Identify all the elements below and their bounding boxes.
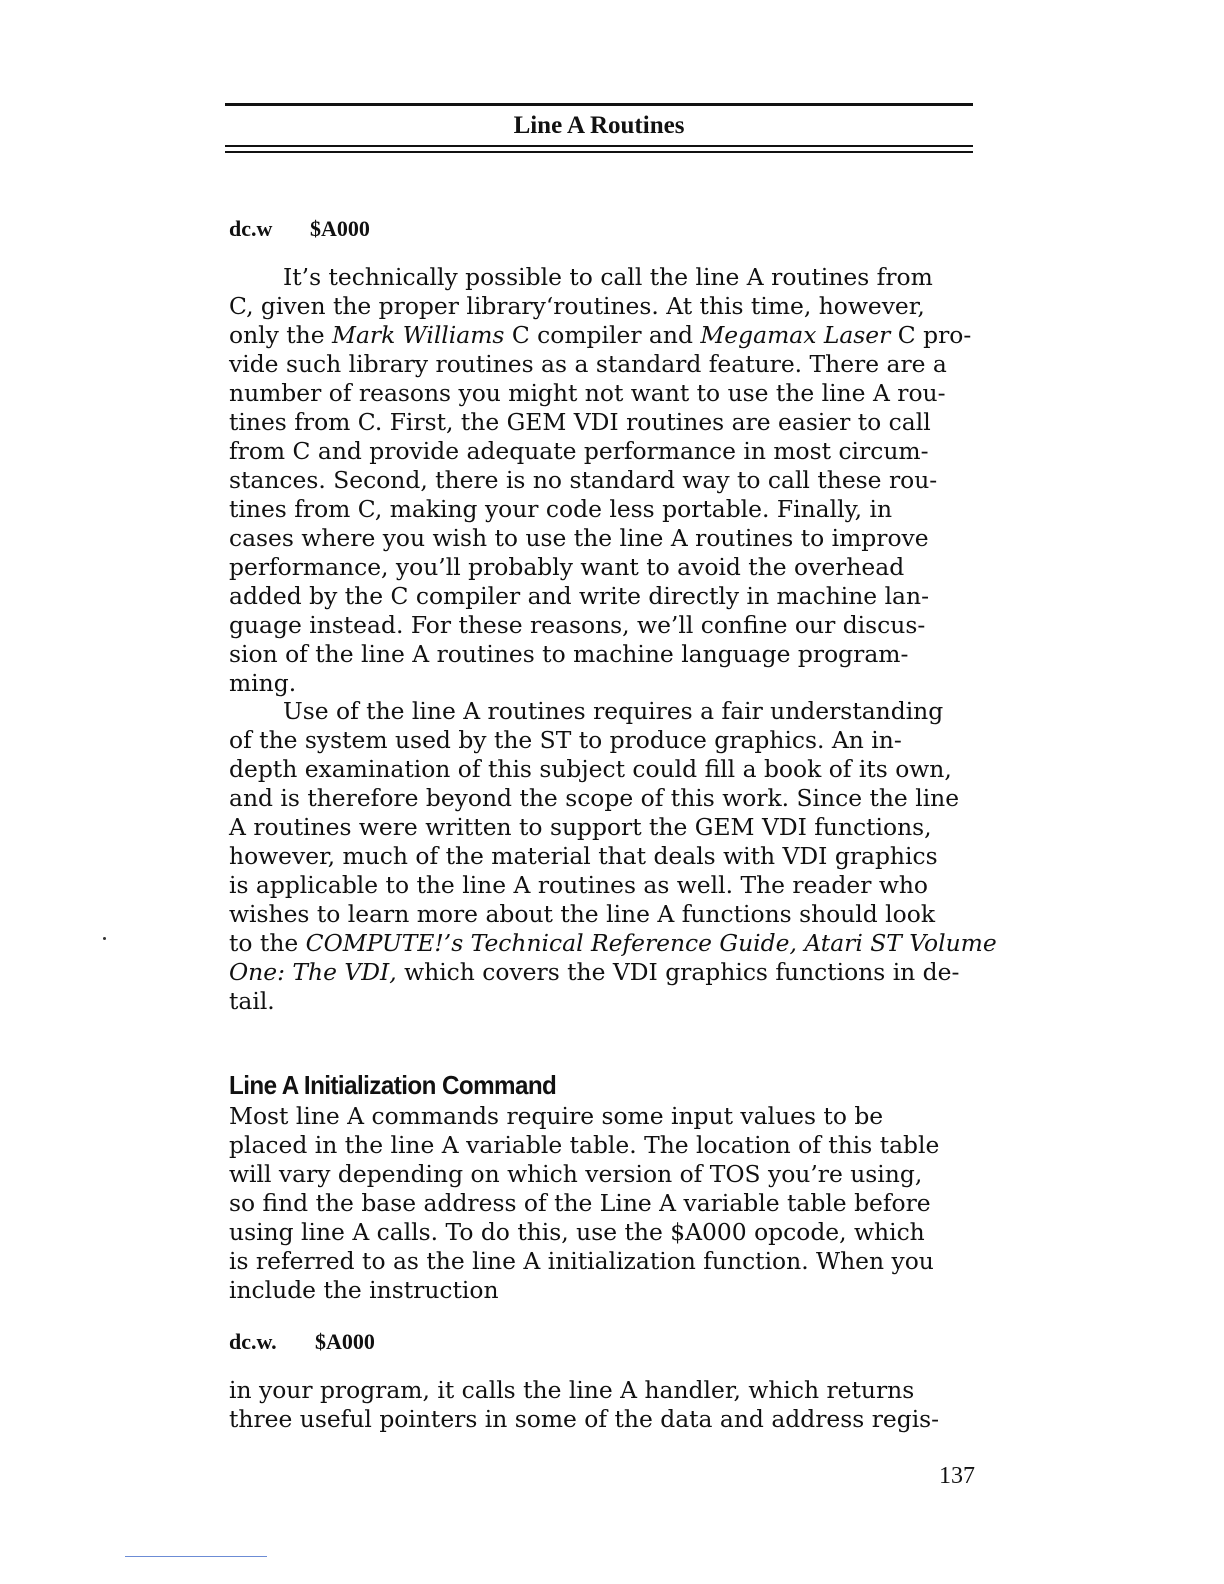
italic-title: One: The VDI, — [229, 958, 397, 986]
text-line: tines from C. First, the GEM VDI routines are easier to call — [229, 408, 931, 436]
text-line: only the Mark Williams C compiler and Megamax Laser C pro- — [229, 321, 972, 349]
text-line: C, given the proper library‘routines. At this time, however, — [229, 292, 925, 320]
text-line: to the COMPUTE!’s Technical Reference Guide, Atari ST Volume — [229, 929, 997, 957]
text-line: wishes to learn more about the line A functions should look — [229, 900, 935, 928]
code-keyword: dc.w — [229, 216, 273, 241]
scan-edge-line — [125, 1556, 267, 1557]
code-operand: $A000 — [315, 1329, 375, 1354]
text-line: ming. — [229, 669, 297, 697]
body-paragraph — [229, 1102, 974, 1305]
text-line: include the instruction — [229, 1276, 499, 1304]
header-rule-bottom — [225, 145, 973, 147]
body-paragraph — [229, 263, 974, 698]
text-line: One: The VDI, which covers the VDI graphics functions in de- — [229, 958, 960, 986]
body-paragraph — [229, 697, 997, 1016]
text-line: from C and provide adequate performance in most circum- — [229, 437, 929, 465]
text-line: added by the C compiler and write directly in machine lan- — [229, 582, 929, 610]
text-line: A routines were written to support the GEM VDI functions, — [229, 813, 932, 841]
text-line: Use of the line A routines requires a fair understanding — [283, 697, 944, 725]
text-line: in your program, it calls the line A handler, which returns — [229, 1376, 915, 1404]
text-line: It’s technically possible to call the line A routines from — [283, 263, 933, 291]
text-line: tines from C, making your code less portable. Finally, in — [229, 495, 893, 523]
italic-title: Mark Williams — [332, 321, 505, 349]
text-line: sion of the line A routines to machine language program- — [229, 640, 909, 668]
text-line: is referred to as the line A initialization function. When you — [229, 1247, 934, 1275]
text-line: guage instead. For these reasons, we’ll confine our discus- — [229, 611, 926, 639]
text-line: three useful pointers in some of the data and address regis- — [229, 1405, 940, 1433]
text-line: and is therefore beyond the scope of this work. Since the line — [229, 784, 960, 812]
text-line: so find the base address of the Line A variable table before — [229, 1189, 931, 1217]
code-operand: $A000 — [310, 216, 370, 241]
header-rule-top — [225, 103, 973, 106]
text-line: however, much of the material that deals with VDI graphics — [229, 842, 938, 870]
header-rule-bottom-double — [225, 151, 973, 153]
page-number: 137 — [939, 1463, 975, 1489]
text-line: Most line A commands require some input values to be — [229, 1102, 884, 1130]
code-keyword: dc.w. — [229, 1329, 277, 1354]
text-line: stances. Second, there is no standard way to call these rou- — [229, 466, 938, 494]
text-line: placed in the line A variable table. The location of this table — [229, 1131, 940, 1159]
scan-speck — [103, 937, 106, 940]
running-head: Line A Routines — [513, 112, 685, 139]
italic-title: COMPUTE!’s Technical Reference Guide, Atari ST Volume — [305, 929, 997, 957]
text-line: performance, you’ll probably want to avoid the overhead — [229, 553, 905, 581]
text-line: vide such library routines as a standard feature. There are a — [229, 350, 947, 378]
text-line: using line A calls. To do this, use the $A000 opcode, which — [229, 1218, 925, 1246]
text-line: will vary depending on which version of TOS you’re using, — [229, 1160, 923, 1188]
text-line: tail. — [229, 987, 275, 1015]
italic-title: Megamax Laser — [700, 321, 891, 349]
code-line — [229, 216, 370, 242]
text-line: cases where you wish to use the line A routines to improve — [229, 524, 929, 552]
text-line: number of reasons you might not want to use the line A rou- — [229, 379, 946, 407]
text-line: depth examination of this subject could fill a book of its own, — [229, 755, 952, 783]
text-line: of the system used by the ST to produce graphics. An in- — [229, 726, 902, 754]
code-line — [229, 1329, 375, 1355]
text-line: is applicable to the line A routines as well. The reader who — [229, 871, 928, 899]
section-heading: Line A Initialization Command — [229, 1070, 557, 1100]
body-paragraph — [229, 1376, 974, 1434]
